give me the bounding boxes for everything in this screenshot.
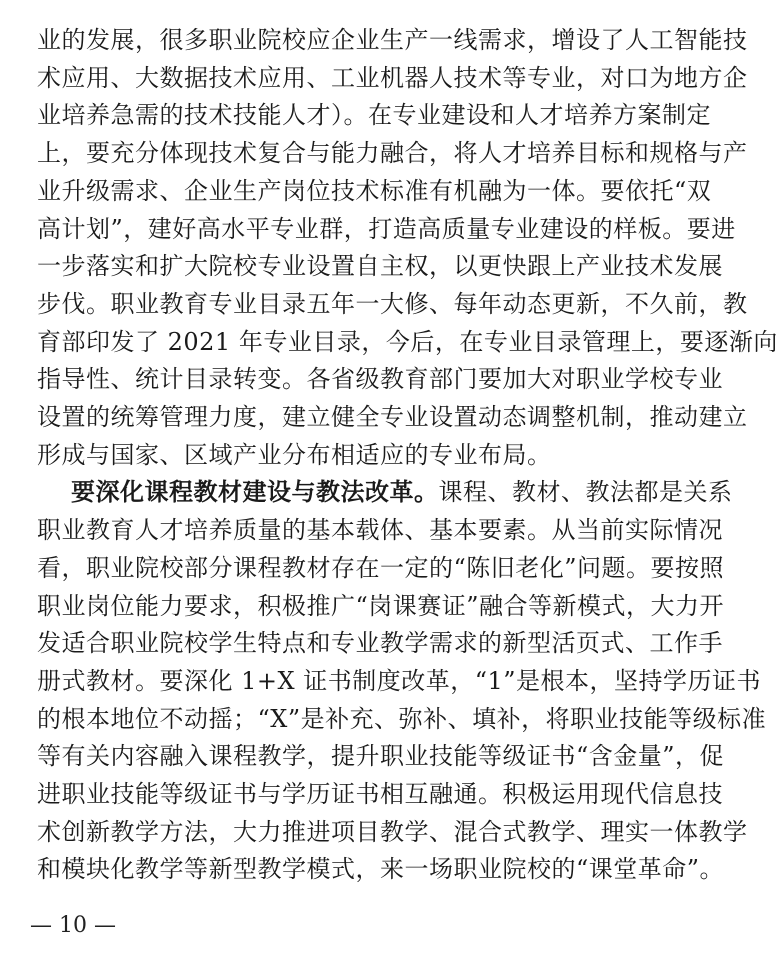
body-line: 册式教材。要深化 1+X 证书制度改革，“1”是根本，坚持学历证书 <box>37 666 762 695</box>
body-line: 职业岗位能力要求，积极推广“岗课赛证”融合等新模式，大力开 <box>37 591 725 620</box>
body-line: 业培养急需的技术技能人才）。在专业建设和人才培养方案制定 <box>37 101 711 130</box>
body-line: 业升级需求、企业生产岗位技术标准有机融为一体。要依托“双 <box>37 176 712 205</box>
body-line: 形成与国家、区域产业分布相适应的专业布局。 <box>37 440 552 469</box>
body-line: 育部印发了 2021 年专业目录，今后，在专业目录管理上，要逐渐向 <box>37 327 778 356</box>
body-line: 高计划”，建好高水平专业群，打造高质量专业建设的样板。要进 <box>37 214 736 243</box>
body-line: 看，职业院校部分课程教材存在一定的“陈旧老化”问题。要按照 <box>37 553 725 582</box>
section-heading: 要深化课程教材建设与教法改革。 <box>71 477 439 507</box>
body-line: 发适合职业院校学生特点和专业教学需求的新型活页式、工作手 <box>37 629 723 658</box>
body-line: 术创新教学方法，大力推进项目教学、混合式教学、理实一体教学 <box>37 817 748 846</box>
paragraph-lead-line <box>71 472 733 512</box>
body-line: 业的发展，很多职业院校应企业生产一线需求，增设了人工智能技 <box>37 26 748 54</box>
body-line: 上，要充分体现技术复合与能力融合，将人才培养目标和规格与产 <box>37 139 748 168</box>
body-line: 进职业技能等级证书与学历证书相互融通。积极运用现代信息技 <box>37 780 723 808</box>
body-line: 术应用、大数据技术应用、工业机器人技术等专业，对口为地方企 <box>37 63 748 92</box>
body-line: 等有关内容融入课程教学，提升职业技能等级证书“含金量”，促 <box>37 742 725 771</box>
page-number: — 10 — <box>30 913 116 938</box>
body-line: 指导性、统计目录转变。各省级教育部门要加大对职业学校专业 <box>37 365 723 394</box>
body-line: 一步落实和扩大院校专业设置自主权，以更快跟上产业技术发展 <box>37 252 723 281</box>
body-line: 的根本地位不动摇；“X”是补充、弥补、填补，将职业技能等级标准 <box>37 704 767 733</box>
body-line: 职业教育人才培养质量的基本载体、基本要素。从当前实际情况 <box>37 516 723 545</box>
body-line: 和模块化教学等新型教学模式，来一场职业院校的“课堂革命”。 <box>37 855 725 884</box>
body-line: 步伐。职业教育专业目录五年一大修、每年动态更新，不久前，教 <box>37 289 748 318</box>
body-text: 课程、教材、教法都是关系 <box>438 478 733 507</box>
body-line: 设置的统筹管理力度，建立健全专业设置动态调整机制，推动建立 <box>37 403 748 431</box>
